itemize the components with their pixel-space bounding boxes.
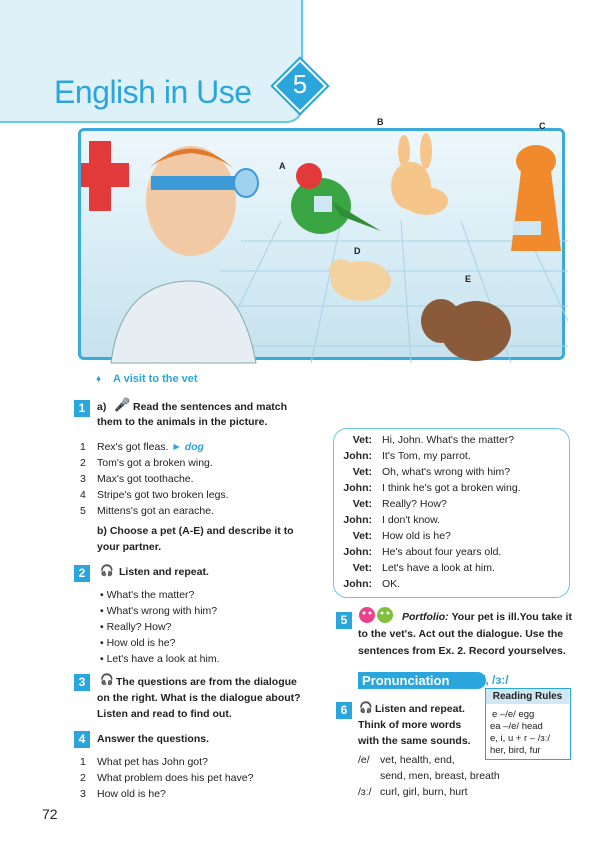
reading-rule-line: e, i, u + r – /ɜː/ [490, 733, 551, 744]
dialogue-text: He's about four years old. [382, 546, 502, 558]
ex1-item-number: 1 [80, 441, 86, 453]
ex1-item-text: Stripe's got two broken legs. [97, 489, 229, 501]
dialogue-line [334, 562, 571, 578]
exercise-3-number: 3 [74, 674, 90, 691]
dialogue-box [333, 428, 570, 598]
exercise-2-number: 2 [74, 565, 90, 582]
ex3-line2: on the right. What is the dialogue about? [97, 692, 301, 704]
portfolio-faces-icon [358, 606, 398, 624]
dialogue-line [334, 530, 571, 546]
exercise-5-number: 5 [336, 612, 352, 629]
ex1-item-text: Mittens's got an earache. [97, 505, 214, 517]
headphones-icon: 🎧 [100, 565, 114, 577]
diamond-bullet-icon: ♦ [96, 374, 102, 385]
ex6-line3: with the same sounds. [358, 735, 471, 747]
pron-e-label: /e/ [358, 754, 370, 766]
ex1-item-number: 5 [80, 505, 86, 517]
ex1-instruction-line1: Read the sentences and match [133, 401, 288, 413]
dialogue-speaker: Vet: [352, 562, 372, 574]
dialogue-text: It's Tom, my parrot. [382, 450, 471, 462]
dialogue-speaker: Vet: [352, 434, 372, 446]
ex1-instruction-line2: them to the animals in the picture. [97, 416, 268, 428]
parrot-icon [291, 163, 381, 234]
ex2-instruction: Listen and repeat. [119, 566, 209, 578]
dialogue-text: Hi, John. What's the matter? [382, 434, 515, 446]
scene-label-e: E [465, 274, 472, 284]
ex5-line1-rest: Your pet is ill.You take it [451, 611, 572, 623]
dialogue-text: Oh, what's wrong with him? [382, 466, 511, 478]
ex4-item-text: What pet has John got? [97, 756, 208, 768]
dialogue-speaker: John: [343, 482, 372, 494]
dialogue-speaker: John: [343, 514, 372, 526]
ex1-item-answer: ► dog [171, 441, 204, 453]
ex6-line1: Listen and repeat. [375, 703, 465, 715]
pron-e-words-2: send, men, breast, breath [380, 770, 500, 782]
ex1-item-number: 3 [80, 473, 86, 485]
ex6-line2: Think of more words [358, 719, 462, 731]
ex1-part-b-line2: your partner. [97, 541, 162, 553]
pronunciation-symbols: /e/, /ɜː/ [472, 673, 509, 687]
exercise-6-number: 6 [336, 702, 352, 719]
pronunciation-heading: Pronunciation [358, 672, 486, 689]
ex2-bullet: • How old is he? [100, 637, 176, 649]
ex2-bullet: • Let's have a look at him. [100, 653, 220, 665]
ex3-line3: Listen and read to find out. [97, 708, 232, 720]
dialogue-text: How old is he? [382, 530, 451, 542]
dialogue-line [334, 498, 571, 514]
scene-label-a: A [279, 161, 286, 171]
unit-number: 5 [292, 69, 308, 99]
section-heading: A visit to the vet [113, 373, 198, 385]
dialogue-speaker: John: [343, 450, 372, 462]
ex4-item-number: 2 [80, 772, 86, 784]
scene-label-c: C [539, 121, 546, 131]
vet-illustration [78, 117, 565, 360]
ex1-item-text: Tom's got a broken wing. [97, 457, 213, 469]
dialogue-speaker: Vet: [352, 530, 372, 542]
pron-er-label: /ɜː/ [358, 786, 372, 798]
ex5-portfolio-label: Portfolio: [402, 611, 449, 623]
page-title: English in Use [54, 74, 252, 110]
reading-rule-line: her, bird, fur [490, 745, 541, 756]
cat-icon [511, 145, 561, 251]
headphones-icon: 🎧 [359, 702, 373, 714]
ex1-item-text: Rex's got fleas. ► dog [97, 441, 204, 453]
vet-scene-drawing [81, 131, 568, 363]
ex1-part-b-line1: b) Choose a pet (A-E) and describe it to [97, 525, 294, 537]
ex5-line2: to the vet's. Act out the dialogue. Use the [358, 628, 564, 640]
ex2-bullet: • What's wrong with him? [100, 605, 218, 617]
page-number: 72 [42, 806, 58, 822]
ex1-item-number: 4 [80, 489, 86, 501]
dialogue-line [334, 578, 571, 594]
dialogue-text: I think he's got a broken wing. [382, 482, 521, 494]
microphone-icon: 🎤 [114, 397, 131, 412]
ex2-bullet: • What's the matter? [100, 589, 195, 601]
dialogue-text: Let's have a look at him. [382, 562, 495, 574]
dialogue-line [334, 466, 571, 482]
scene-label-d: D [354, 246, 361, 256]
scene-label-b: B [377, 117, 384, 127]
pron-e-words-1: vet, health, end, [380, 754, 455, 766]
dialogue-line [334, 482, 571, 498]
ex1-part-a: a) [97, 401, 107, 413]
dialogue-text: OK. [382, 578, 401, 590]
dialogue-line [334, 434, 571, 450]
reading-rule-line: e –/e/ egg [492, 709, 535, 720]
rabbit-icon [391, 133, 448, 215]
dog-icon [421, 299, 511, 361]
ex4-item-number: 1 [80, 756, 86, 768]
dialogue-line [334, 546, 571, 562]
ex5-line3: sentences from Ex. 2. Record yourselves. [358, 645, 566, 657]
pron-er-words: curl, girl, burn, hurt [380, 786, 468, 798]
dialogue-text: Really? How? [382, 498, 447, 510]
unit-badge [274, 60, 326, 112]
ex1-item-number: 2 [80, 457, 86, 469]
reading-rule-line: ea –/e/ head [490, 721, 543, 732]
dialogue-line [334, 514, 571, 530]
dialogue-line [334, 450, 571, 466]
ex2-bullet: • Really? How? [100, 621, 172, 633]
ex1-item-text: Max's got toothache. [97, 473, 194, 485]
ex4-item-number: 3 [80, 788, 86, 800]
exercise-4-number: 4 [74, 731, 90, 748]
reading-rules-title: Reading Rules [486, 689, 569, 704]
ex4-item-text: What problem does his pet have? [97, 772, 254, 784]
vet-figure-icon [111, 146, 258, 363]
ex4-item-text: How old is he? [97, 788, 166, 800]
reading-rules-box [485, 688, 571, 760]
dialogue-speaker: Vet: [352, 466, 372, 478]
ex5-line1 [402, 610, 572, 624]
red-cross-icon [81, 141, 129, 211]
dialogue-speaker: John: [343, 578, 372, 590]
exercise-1-number: 1 [74, 400, 90, 417]
dialogue-text: I don't know. [382, 514, 441, 526]
ex4-instruction: Answer the questions. [97, 733, 210, 745]
dialogue-speaker: John: [343, 546, 372, 558]
ex3-line1: The questions are from the dialogue [116, 676, 297, 688]
hamster-icon [329, 259, 391, 301]
headphones-icon: 🎧 [100, 674, 114, 686]
dialogue-speaker: Vet: [352, 498, 372, 510]
